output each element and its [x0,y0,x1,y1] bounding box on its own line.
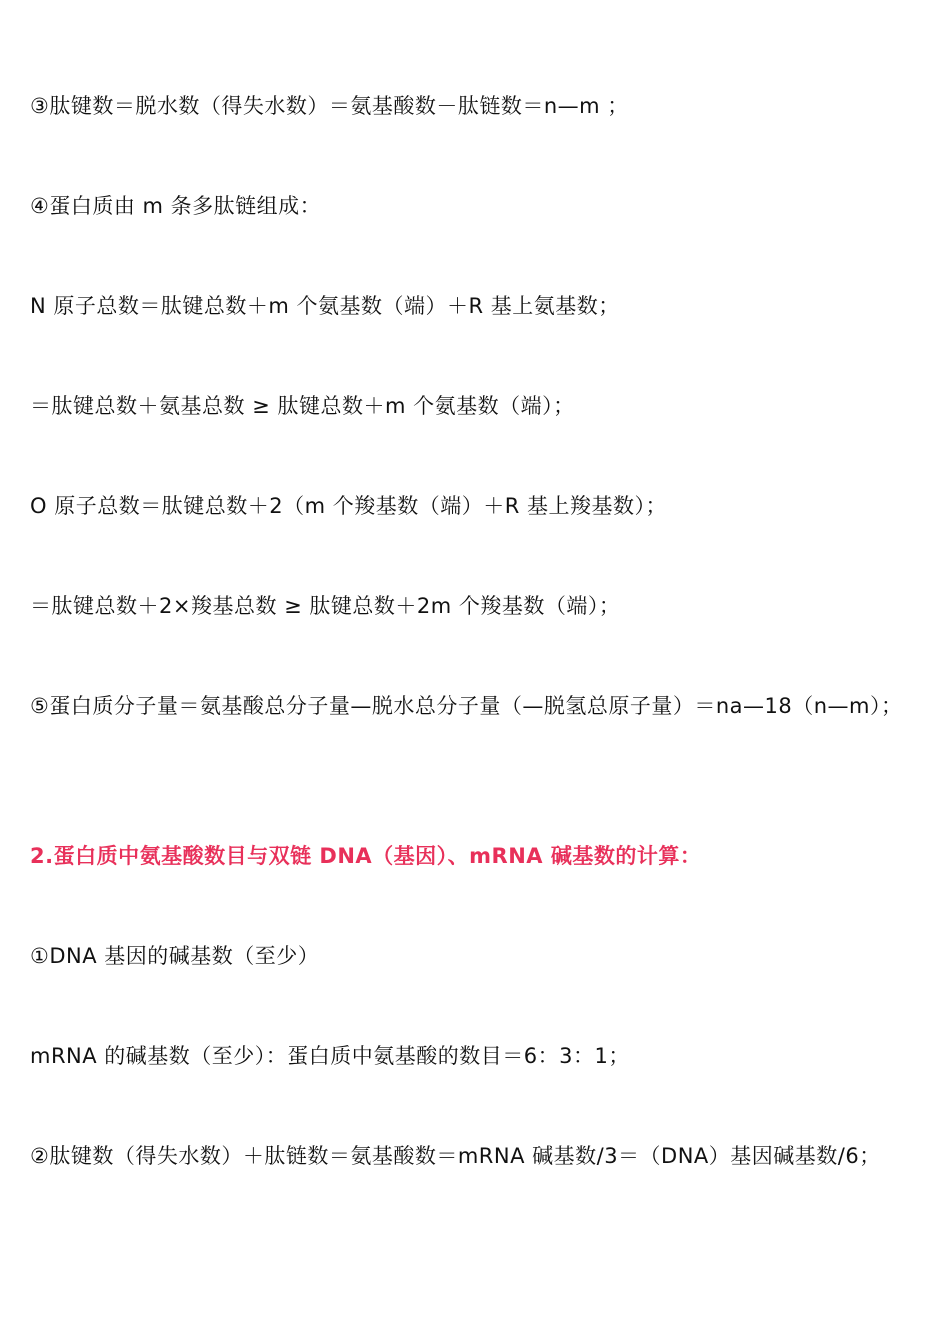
text-line-n-atom-inequality: ＝肽键总数＋氨基总数 ≥ 肽键总数＋m 个氨基数（端）； [30,394,575,418]
text-line-peptide-bond-count: ③肽键数＝脱水数（得失水数）＝氨基酸数－肽链数＝n—m ； [30,94,629,118]
text-line-molecular-weight: ⑤蛋白质分子量＝氨基酸总分子量—脱水总分子量（—脱氢总原子量）＝na—18（n—m）； [30,694,903,718]
text-line-base-relation: ②肽键数（得失水数）＋肽链数＝氨基酸数＝mRNA 碱基数/3＝（DNA）基因碱基数/6； [30,1144,881,1168]
text-line-n-atom-total: N 原子总数＝肽键总数＋m 个氨基数（端）＋R 基上氨基数； [30,294,620,318]
text-line-o-atom-total: O 原子总数＝肽键总数＋2（m 个羧基数（端）＋R 基上羧基数）； [30,494,667,518]
text-line-o-atom-inequality: ＝肽键总数＋2×羧基总数 ≥ 肽键总数＋2m 个羧基数（端）； [30,594,621,618]
text-line-protein-chains: ④蛋白质由 m 条多肽链组成： [30,194,322,218]
text-line-dna-bases: ①DNA 基因的碱基数（至少） [30,944,320,968]
section-heading-dna-mrna: 2.蛋白质中氨基酸数目与双链 DNA（基因）、mRNA 碱基数的计算： [30,844,702,868]
text-line-mrna-ratio: mRNA 的碱基数（至少）：蛋白质中氨基酸的数目＝6：3：1； [30,1044,630,1068]
